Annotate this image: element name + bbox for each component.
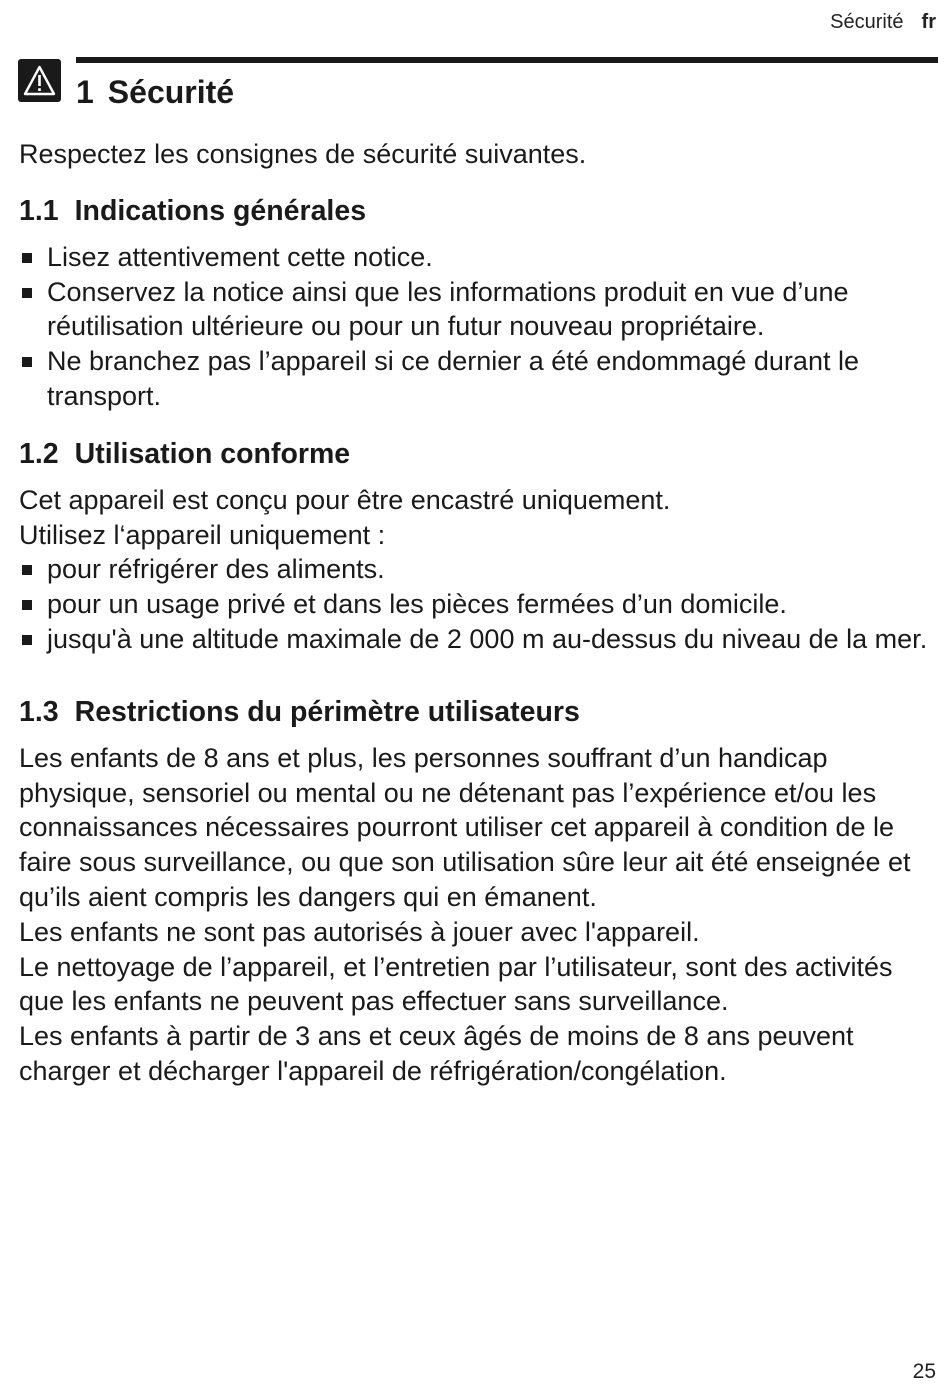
list-item-text: Lisez attentivement cette notice. [47, 241, 433, 272]
chapter-title [76, 68, 234, 116]
bullet-square-icon [22, 600, 32, 610]
paragraph: Cet appareil est conçu pour être encastré uniquement. [19, 484, 671, 515]
list-item [19, 587, 931, 622]
list-item [19, 344, 931, 414]
list-item-text: pour réfrigérer des aliments. [47, 554, 385, 585]
section-1-2-heading [19, 434, 931, 474]
section-1-2-list [19, 552, 931, 656]
bullet-square-icon [22, 357, 32, 367]
section-title: Restrictions du périmètre utilisateurs [74, 695, 580, 728]
list-item-text: pour un usage privé et dans les pièces fermées d’un domicile. [47, 589, 787, 620]
bullet-square-icon [22, 253, 32, 263]
section-number: 1.2 [19, 437, 59, 470]
list-item-text: Ne branchez pas l’appareil si ce dernier a été endommagé durant le transport. [47, 346, 859, 411]
page-number: 25 [912, 1360, 936, 1383]
bullet-square-icon [22, 635, 32, 645]
bullet-square-icon [22, 565, 32, 575]
list-item [19, 622, 931, 657]
header-rule [76, 57, 938, 63]
paragraph: Les enfants à partir de 3 ans et ceux âgés de moins de 8 ans peuvent charger et décharger l'appareil de réfrigération/congélation. [19, 1021, 854, 1086]
chapter-number: 1 [76, 74, 94, 110]
paragraph: Le nettoyage de l’appareil, et l’entretien par l’utilisateur, sont des activités que les enfants ne peuvent pas effectuer sans surveillance. [19, 951, 893, 1017]
list-item-text: jusqu'à une altitude maximale de 2 000 m au-dessus du niveau de la mer. [47, 623, 928, 654]
section-title: Utilisation conforme [74, 437, 351, 470]
page-content [19, 137, 931, 1089]
section-1-1-heading [19, 191, 931, 231]
running-header-section: Sécurité [830, 11, 904, 33]
chapter-title-text: Sécurité [107, 74, 235, 110]
bullet-square-icon [22, 288, 32, 298]
list-item [19, 552, 931, 587]
paragraph: Utilisez l‘appareil uniquement : [19, 519, 386, 550]
running-header [830, 8, 936, 36]
paragraph: Les enfants ne sont pas autorisés à jouer avec l'appareil. [19, 916, 700, 947]
section-1-1-list [19, 240, 931, 414]
section-1-3-heading [19, 692, 931, 732]
intro-paragraph: Respectez les consignes de sécurité suivantes. [19, 139, 587, 169]
list-item [19, 240, 931, 275]
list-item-text: Conservez la notice ainsi que les informations produit en vue d’une réutilisation ultérieure ou pour un futur nouveau propriétaire. [47, 276, 849, 342]
section-number: 1.1 [19, 194, 59, 227]
warning-triangle-icon [18, 59, 61, 102]
section-title: Indications générales [74, 194, 367, 227]
list-item [19, 275, 931, 345]
paragraph: Les enfants de 8 ans et plus, les personnes souffrant d’un handicap physique, sensoriel ou mental ou ne détenant pas l’expérience et/ou les connaissances nécessaires pourront utiliser cet appareil à condition de le faire sous surveillance, ou que son utilisation sûre leur ait été enseignée et qu’ils aient compris les dangers qui en émanent. [19, 742, 911, 912]
running-header-language: fr [921, 11, 936, 33]
section-number: 1.3 [19, 695, 59, 728]
